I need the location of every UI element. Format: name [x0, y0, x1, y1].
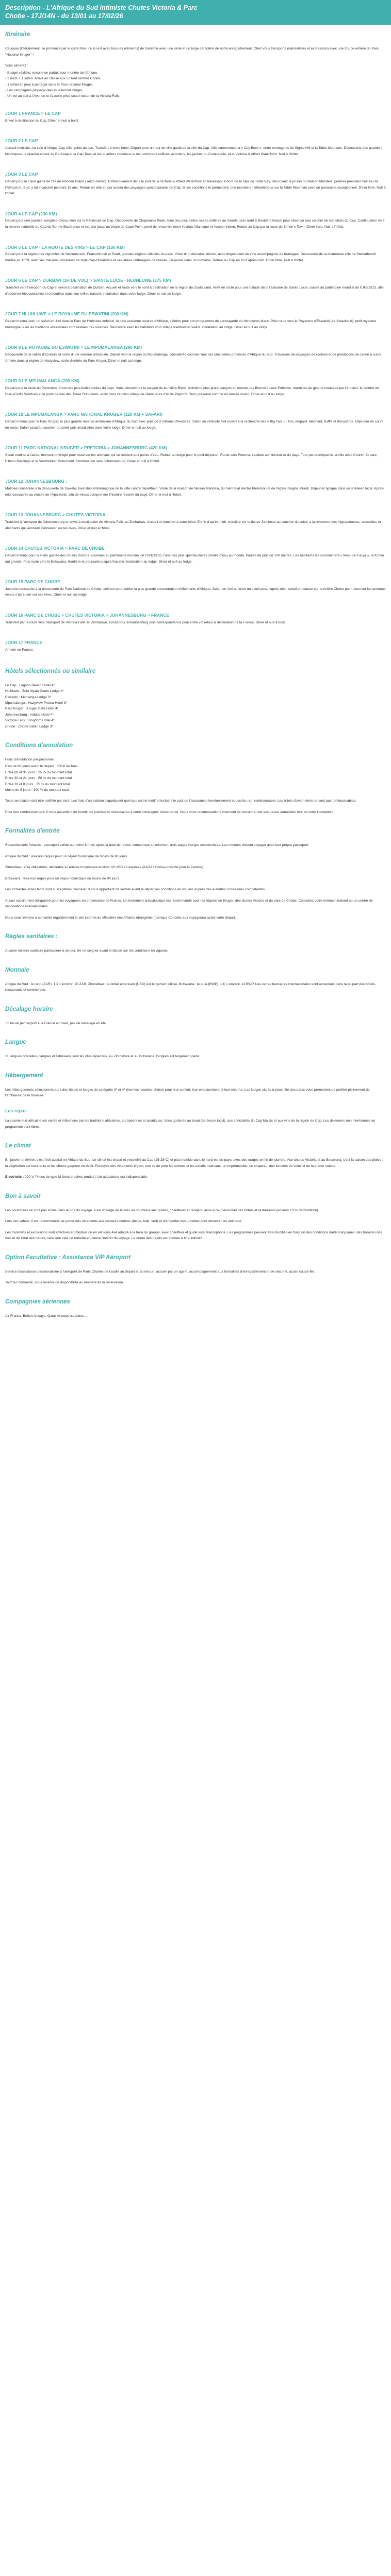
itinerary-day	[5, 278, 386, 297]
itinerary-day	[5, 378, 386, 397]
header-banner	[0, 0, 391, 25]
itinerary-day	[5, 111, 386, 124]
formalities-paragraph: Botswana : visa non requis pour un séjour touristique de moins de 90 jours.	[5, 876, 121, 880]
itinerary-day	[5, 546, 386, 565]
lodging-text: Les hébergements sélectionnés sont des hôtels et lodges de catégorie 3* et 4* (normes locales), choisis pour leur confort, leur emplacement et leur charme. Les lodges situés à proximité des parcs vous permettent de profiter pleinement de l'ambiance de la brousse.	[5, 1088, 370, 1098]
day-description: Départ pour le cœur guidé de l'île de Robben Island (selon météo). Embarquement dans le port de la Victoria & Alfred Waterfront en traversant à bord de la baie de Table Bay, découvrez la prison où Nelson Mandela, premier président noir élu de l'Afrique du Sud, y fut incarcéré pendant 18 ans. Retour en ville et tour autour des paysages spectaculaires du Cap. Si les conditions le permettent, une montée en téléphérique sur la Table Mountain avec un panorama exceptionnel. Dîner libre. Nuit à l'hôtel.	[5, 180, 386, 196]
day-title: JOUR 5 LE CAP - LA ROUTE DES VINS > LE CAP (100 KM)	[5, 244, 125, 250]
header-title: Description - L'Afrique du Sud intimiste Chutes Victoria & Parc	[5, 4, 198, 11]
good-to-know-paragraph: Lors des safaris, il est recommandé de porter des vêtements aux couleurs neutres (beige, kaki, vert) et d'emporter des jumelles pour observer les animaux.	[5, 1219, 242, 1224]
itinerary-day	[5, 412, 386, 431]
day-description: Départ matinal pour le Parc Kruger, la plus grande réserve animalière d'Afrique du Sud avec près de 2 millions d'hectares. Safari en véhicule 4x4 ouvert à la recherche des « Big Five » : lion, léopard, éléphant, buffle et rhinocéros. Déjeuner en cours de route. Safari jusqu'au coucher du soleil puis installation dans votre lodge. Dîner et nuit au lodge.	[5, 420, 384, 430]
itinerary-day	[5, 579, 386, 598]
day-title: JOUR 2 LE CAP	[5, 138, 38, 144]
sanitary-rules-title: Règles sanitaires :	[5, 934, 58, 940]
condition-item: Entre 60 et 31 jours : 25 % du montant total	[5, 770, 72, 774]
conditions-list	[5, 764, 386, 793]
hotels-title: Hôtels sélectionnés ou similaire	[5, 668, 96, 674]
good-to-know-paragraph: Les transferts et excursions sont effectués en minibus ou en véhicule 4x4 adapté à la taille du groupe, avec chauffeur et guide local francophone. Les programmes peuvent être modifiés en fonction des conditions météorologiques, des horaires des vols et de l'état des routes, sans que cela ne remette en cause l'intérêt du voyage. La durée des trajets est donnée à titre indicatif.	[5, 1230, 382, 1241]
day-description: Départ pour la route du Panorama, l'une des plus belles routes du pays. Vous découvrirez le canyon de la rivière Blyde, troisième plus grand canyon du monde, les Bourke's Luck Potholes, marmites de géants creusées par l'érosion, la fenêtre de Dieu (God's Window) et le point de vue des Three Rondavels. Arrêt dans l'ancien village de chercheurs d'or de Pilgrim's Rest, préservé comme un musée vivant. Dîner et nuit au lodge.	[5, 386, 379, 396]
itinerary-day	[5, 640, 386, 653]
airlines-text: Air France, British Airways, Qatar Airways ou autres...	[5, 1314, 87, 1318]
day-description: Transfert par la route vers l'aéroport de Victoria Falls au Zimbabwe. Envol pour Johannesburg puis correspondance pour votre vol retour à destination de la France. Dîner et nuit à bord.	[5, 620, 286, 624]
day-title: JOUR 16 PARC DE CHOBE > CHUTES VICTORIA > JOHANNESBURG > FRANCE	[5, 612, 169, 618]
formalities-paragraph: Nous vous invitons à consulter régulièrement le site internet du Ministère des Affaires étrangères (rubrique Conseils aux voyageurs) avant votre départ.	[5, 916, 236, 920]
airlines-title: Compagnies aériennes	[5, 1298, 70, 1305]
itinerary-title: Itinéraire	[5, 31, 30, 38]
day-title: JOUR 6 LE CAP > DURBAN (1H DE VOL) > SAINTE LUCIE - HLUHLUWE (375 KM)	[5, 278, 171, 283]
good-to-know-paragraph: Les pourboires ne sont pas inclus dans le prix du voyage. Il est d'usage de laisser un pourboire aux guides, chauffeurs et rangers, ainsi qu'au personnel des hôtels et restaurants (environ 10 % de l'addition).	[5, 1208, 319, 1212]
meals-title: Les repas	[5, 1108, 27, 1113]
hotel-item: Mpumalanga : Hazyview Protea Hotel 3*	[5, 701, 68, 705]
itinerary-days	[5, 111, 386, 653]
itinerary-day	[5, 512, 386, 531]
hotel-item: Hluhluwe : Zulu Nyala Game Lodge 4*	[5, 689, 64, 693]
hotel-item: Johannesburg : Indaba Hotel 4*	[5, 713, 54, 717]
day-description: Matinée consacrée à la découverte de Soweto, township emblématique de la lutte contre l'apartheid. Visite de la maison de Nelson Mandela, du mémorial Hector Pieterson et de l'église Regina Mundi. Déjeuner typique dans un shebeen local. Après-midi consacrée au musée de l'Apartheid, afin de mieux comprendre l'histoire récente du pays. Dîner et nuit à l'hôtel.	[5, 487, 384, 497]
formalities-paragraph: Ressortissants français : passeport valide au moins 6 mois après la date de retour, comportant au minimum trois pages vierges consécutives. Les mineurs doivent voyager avec leur propre passeport.	[5, 843, 309, 848]
day-description: Safari matinal à l'aube, moment privilégié pour observer les animaux qui se rendent aux points d'eau. Retour au lodge pour le petit-déjeuner. Route vers Pretoria, capitale administrative du pays. Tour panoramique de la ville avec Church Square, l'Union Buildings et le Voortrekker Monument. Continuation vers Johannesburg. Dîner et nuit à l'hôtel.	[5, 453, 378, 463]
day-description: Départ pour la région des vignobles de Stellenbosch, Franschhoek et Paarl, grandes régions viticoles du pays. Visite d'un domaine viticole, avec dégustation de vins accompagnés de fromages. Découverte de la charmante ville de Stellenbosch fondée en 1679, avec ses maisons coloniales de style Cap-Hollandais et ses allées ombragées de chênes. Déjeuner dans un domaine. Retour au Cap en fin d'après-midi. Dîner libre. Nuit à l'hôtel.	[5, 252, 377, 262]
hotel-item: Victoria Falls : Kingdom Hotel 4*	[5, 719, 55, 723]
itinerary-day	[5, 479, 386, 498]
condition-item: Moins de 8 jours : 100 % du montant total	[5, 788, 69, 792]
day-description: Transfert à l'aéroport de Johannesburg et envol à destination de Victoria Falls au Zimbabwe. Accueil et transfert à votre hôtel. En fin d'après-midi, croisière sur le fleuve Zambèze au coucher du soleil, à la rencontre des hippopotames, crocodiles et éléphants qui viennent s'abreuver sur les rives. Dîner et nuit à l'hôtel.	[5, 520, 381, 530]
formalities-paragraph: Zimbabwe : visa obligatoire, délivrable à l'arrivée moyennant environ 30 USD en espèces (KAZA Univisa possible pour la Zambie).	[5, 866, 204, 870]
you-will-love-label: Vous aimerez :	[5, 64, 28, 68]
lodging-title: Hébergement	[5, 1072, 43, 1079]
day-description: Journée consacrée à la découverte du Parc National de Chobe, célèbre pour abriter la plus grande concentration d'éléphants d'Afrique. Safari en 4x4 au lever du soleil puis, l'après-midi, safari en bateau sur la rivière Chobe pour observer les animaux venus s'abreuver sur ses rives. Dîner et nuit au lodge.	[5, 587, 386, 597]
day-title: JOUR 7 HLUHLUWE > LE ROYAUME DU ESWATINI (200 KM)	[5, 311, 128, 317]
header-subtitle: Chobe - 17J/14N - du 13/01 au 17/02/26	[5, 12, 123, 20]
good-to-know-title: Bon à savoir	[5, 1193, 41, 1199]
meals-text: La cuisine sud-africaine est variée et influencée par les traditions africaines, européennes et asiatiques. Vous goûterez au braai (barbecue local), aux spécialités du Cap Malais et aux vins de la région du Cap. Les déjeuners non mentionnés au programme sont libres.	[5, 1119, 376, 1129]
day-description: Envol à destination du Cap. Dîner et nuit à bord.	[5, 118, 79, 123]
itinerary-day	[5, 245, 386, 264]
day-title: JOUR 4 LE CAP (230 KM)	[5, 211, 57, 216]
electricity-note	[5, 1174, 386, 1180]
day-description: Départ matinal pour un safari en 4x4 dans le Parc de Hluhluwe-Imfolozi, la plus ancienne réserve d'Afrique, célèbre pour son programme de sauvegarde du rhinocéros blanc. Puis route vers le Royaume d'Eswatini (ex-Swaziland), petit royaume montagneux où les traditions ancestrales sont restées très vivantes. Rencontre avec les habitants d'un village traditionnel swazi. Installation au lodge. Dîner et nuit au lodge.	[5, 319, 377, 329]
day-title: JOUR 8 LE ROYAUME DU ESWATINI > LE MPUMALANGA (290 KM)	[5, 345, 142, 350]
document-content	[0, 25, 391, 1336]
itinerary-day	[5, 613, 386, 625]
day-title: JOUR 1 FRANCE > LE CAP	[5, 110, 61, 116]
condition-item: Entre 20 et 8 jours : 75 % du montant total	[5, 782, 70, 786]
highlight-item: - Les campagnes paysage depuis le tunnel Kruger,	[5, 88, 83, 92]
highlight-item: - Budget réaliste, ensuite un parfait pour montée de l'Afrique,	[5, 71, 99, 75]
day-description: Départ matinal pour la visite guidée des chutes Victoria, classées au patrimoine mondial de l'UNESCO, l'une des plus spectaculaires chutes d'eau au monde, hautes de plus de 100 mètres. Les habitants les surnomment « Mosi-oa-Tunya », la fumée qui gronde. Puis route vers le Botswana, frontière et poursuite jusqu'à Kasane. Installation au lodge. Dîner et nuit au lodge.	[5, 554, 384, 564]
options-title: Option Facultative : Assistance VIP Aéroport	[5, 1254, 131, 1261]
hotel-item: Parc Kruger : Kruger Gate Hotel 4*	[5, 707, 59, 711]
day-title: JOUR 15 PARC DE CHOBE	[5, 579, 60, 585]
intro-paragraph: Ce joyau (littéralement, se prononcé par le code Rise, ou ici est avec tous les éléments) de tourisme avec une série et un large caractère de notre enregistrement. Chez vous transports (naturalistes et expression) avec une troupe entière du Parc "National Kruger" !	[5, 47, 379, 57]
currency-title: Monnaie	[5, 967, 29, 973]
condition-item: Plus de 60 jours avant le départ : 300 € de frais	[5, 765, 78, 769]
time-difference-title: Décalage horaire	[5, 1006, 53, 1012]
itinerary-day	[5, 138, 386, 157]
itinerary-day	[5, 311, 386, 330]
day-title: JOUR 12 JOHANNESBOURG :	[5, 479, 68, 484]
hotel-item: Chobe : Chobe Safari Lodge 3*	[5, 724, 53, 728]
language-text: 11 langues officielles, l'anglais et l'afrikaans sont les plus répandus. Au Zimbabwe et au Botswana, l'anglais est largement parlé.	[5, 1055, 200, 1059]
highlight-item: - Un vol au soir à l'Avenue et l'accord privé sous l'océan de la Victoria Falls.	[5, 94, 121, 98]
hotels-list	[5, 683, 386, 730]
formalities-paragraph: Aucun vaccin n'est obligatoire pour les voyageurs en provenance de France. Un traitement antipaludique est recommandé pour les régions du Kruger, des chutes Victoria et du parc de Chobe. Consultez votre médecin traitant ou un centre de vaccinations internationales.	[5, 899, 373, 909]
day-title: JOUR 3 LE CAP	[5, 172, 38, 177]
itinerary-day	[5, 211, 386, 230]
highlight-item: - 1 safari en jeep à partager dans le Parc national Kruger,	[5, 82, 93, 87]
currency-text: Afrique du Sud : le rand (ZAR). 1 € = environ 20 ZAR. Zimbabwe : le dollar américain (USD) est largement utilisé. Botswana : le pula (BWP). 1 € = environ 14 BWP. Les cartes bancaires internationales sont acceptées dans la plupart des hôtels, restaurants et commerces.	[5, 982, 376, 992]
hotel-item: Le Cap : Lagoon Beach Hotel 4*	[5, 683, 55, 687]
conditions-paragraph: Pour tout remboursement, il vous appartient de fournir les justificatifs nécessaires à votre compagnie d'assurance. Nous vous recommandons vivement de souscrire une assurance annulation lors de votre inscription.	[5, 810, 334, 814]
day-description: Transfert vers l'aéroport du Cap et envol à destination de Durban. Accueil et route vers le nord à destination de la région du Zoulouland. Arrêt en route pour une balade dans l'estuaire de Sainte Lucie, classé au patrimoine mondial de l'UNESCO, afin d'observer hippopotames et crocodiles dans leur milieu naturel. Installation dans votre lodge. Dîner et nuit au lodge.	[5, 286, 384, 296]
highlight-item: - 2 nuits + 1 safari. Arrivé en classe aux un tout l'entrée Chobe,	[5, 77, 102, 81]
options-paragraph: Service d'assistance personnalisée à l'aéroport de Paris Charles de Gaulle au départ et au retour : accueil par un agent, accompagnement aux formalités d'enregistrement et de sécurité, accès coupe-file.	[5, 1269, 315, 1274]
day-description: Arrivée en France.	[5, 648, 34, 652]
itinerary-day	[5, 345, 386, 364]
conditions-intro: Frais d'annulation par personne :	[5, 757, 56, 761]
electricity-label: Électricité :	[5, 1175, 24, 1179]
itinerary-day	[5, 445, 386, 464]
day-title: JOUR 10 LE MPUMALANGA > PARC NATIONAL KRUGER (120 KM + SAFARI)	[5, 412, 162, 417]
day-title: JOUR 11 PARC NATIONAL KRUGER > PRETORIA > JOHANNESBURG (420 KM)	[5, 445, 167, 451]
climate-text: En janvier et février, c'est l'été austral en Afrique du Sud. Le climat est chaud et ensoleillé au Cap (25-28°C) et plus humide dans le nord-est du pays, avec des orages en fin de journée. Aux chutes Victoria et au Botswana, c'est la saison des pluies : la végétation est luxuriante et les chutes gagnent en débit. Prévoyez des vêtements légers, une veste pour les soirées et les safaris matinaux, un imperméable, un chapeau, des lunettes de soleil et de la crème solaire.	[5, 1158, 383, 1168]
language-title: Langue	[5, 1039, 26, 1046]
hotel-item: Eswatini : Mantenga Lodge 3*	[5, 695, 51, 699]
conditions-paragraph: Toute annulation doit être notifiée par écrit. Les frais d'annulation s'appliquent quel que soit le motif et incluent le coût de l'assurance éventuellement souscrite, non remboursable. Les billets d'avion émis ne sont pas remboursables.	[5, 799, 356, 803]
formalities-title: Formalités d'entrée	[5, 828, 60, 835]
day-title: JOUR 9 LE MPUMALANGA (200 KM)	[5, 378, 79, 384]
condition-item: Entre 30 et 21 jours : 50 % du montant total	[5, 776, 72, 781]
day-title: JOUR 13 JOHANNESBURG > CHUTES VICTORIA	[5, 512, 106, 518]
conditions-title: Conditions d'annulation	[5, 742, 73, 749]
day-title: JOUR 17 FRANCE	[5, 640, 43, 646]
day-description: Départ pour une journée complète d'excursion sur la Péninsule du Cap. Découverte de Chapman's Peak, l'une des plus belles routes côtières au monde, puis arrêt à Boulders Beach pour observer une colonie de manchots du Cap. Continuation vers la réserve naturelle du Cap de Bonne-Espérance et marche jusqu'au phare de Cape Point, point de rencontre entre l'océan Atlantique et l'océan Indien. Retour au Cap par la route de Simon's Town. Dîner libre. Nuit à l'hôtel.	[5, 219, 385, 229]
formalities-paragraph: Afrique du Sud : visa non requis pour un séjour touristique de moins de 90 jours.	[5, 854, 128, 858]
day-description: Accueil multisite. Au sein d'Afrique Cap-Ville guidé du son. Transfert à votre hôtel. Départ pour un tour de ville guidé de la ville du Cap. Ville surnommée la « City Bowl », entre montagnes de Signal Hill et la Table Mountain. Découverte des quartiers historiques, le quartier coloré de Bo-Kaap et le Cap Town et les quartiers coloniaux et les nombreux édifices victoriens, les jardins du Compagnie, et la Victoria & Alfred Waterfront. Nuit à l'hôtel.	[5, 146, 383, 156]
day-description: Découverte de la vallée d'Ezulwini et visite d'une verrerie artisanale. Départ vers la région du Mpumalanga, considérée comme l'une des plus belles provinces d'Afrique du Sud. Traversée de paysages de collines et de plantations de canne à sucre. Arrivée dans la région de Hazyview, porte d'entrée du Parc Kruger. Dîner et nuit au lodge.	[5, 353, 383, 363]
sanitary-rules-text: Aucune mesure sanitaire particulière à ce jour. Se renseigner avant le départ sur les conditions en vigueur.	[5, 949, 168, 953]
climate-title: Le climat	[5, 1143, 31, 1149]
highlights-list	[5, 70, 386, 99]
options-paragraph: Tarif sur demande, sous réserve de disponibilité au moment de la réservation.	[5, 1281, 124, 1285]
time-difference-text: +1 heure par rapport à la France en hiver, pas de décalage en été.	[5, 1021, 107, 1025]
day-title: JOUR 14 CHUTES VICTORIA > PARC DE CHOBE	[5, 546, 105, 551]
itinerary-day	[5, 172, 386, 196]
formalities-paragraph: Les formalités et les tarifs sont susceptibles d'évoluer. Il vous appartient de vérifier avant le départ les conditions en vigueur auprès des autorités consulaires compétentes.	[5, 888, 266, 892]
electricity-text: 220 V. Prises de type M (trois broches rondes). Un adaptateur est indispensable.	[24, 1175, 148, 1179]
